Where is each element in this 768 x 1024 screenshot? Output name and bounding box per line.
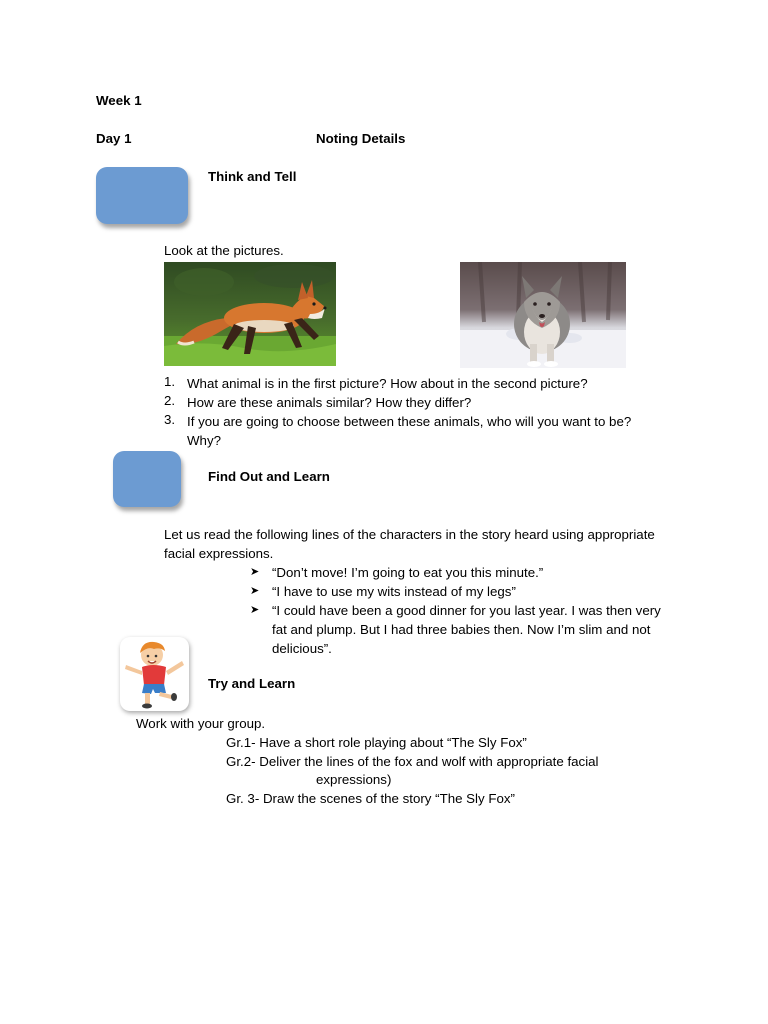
lesson-topic: Noting Details (316, 131, 406, 146)
fox-image (164, 262, 336, 366)
find-out-and-learn-box (113, 451, 181, 507)
list-item-continuation: Why? (187, 433, 221, 448)
question-number: 1. (164, 374, 176, 389)
find-out-and-learn-title: Find Out and Learn (208, 469, 330, 484)
think-and-tell-box (96, 167, 188, 224)
list-item: “I could have been a good dinner for you last year. I was then very (272, 603, 661, 618)
list-item: If you are going to choose between these animals, who will you want to be? (187, 414, 632, 429)
group-task: Gr. 3- Draw the scenes of the story “The Sly Fox” (226, 791, 515, 806)
group-instruction: Work with your group. (136, 716, 266, 731)
find-out-intro: Let us read the following lines of the characters in the story heard using appropriate (164, 527, 655, 542)
list-item: What animal is in the first picture? How about in the second picture? (187, 376, 588, 391)
arrow-bullet-icon: ➤ (250, 566, 260, 578)
list-item: “Don’t move! I’m going to eat you this minute.” (272, 565, 544, 580)
list-item-continuation: delicious”. (272, 641, 332, 656)
list-item: “I have to use my wits instead of my legs” (272, 584, 516, 599)
arrow-bullet-icon: ➤ (250, 585, 260, 597)
list-item-continuation: fat and plump. But I had three babies then. Now I’m slim and not (272, 622, 651, 637)
look-instruction: Look at the pictures. (164, 243, 284, 258)
question-number: 3. (164, 412, 176, 427)
group-task: Gr.1- Have a short role playing about “The Sly Fox” (226, 735, 527, 750)
kid-illustration (120, 637, 189, 711)
list-item: How are these animals similar? How they differ? (187, 395, 472, 410)
group-task: Gr.2- Deliver the lines of the fox and wolf with appropriate facial (226, 754, 599, 769)
group-task-continuation: expressions) (316, 772, 392, 787)
arrow-bullet-icon: ➤ (250, 604, 260, 616)
try-and-learn-title: Try and Learn (208, 676, 296, 691)
question-number: 2. (164, 393, 176, 408)
wolf-image (460, 262, 626, 368)
think-and-tell-title: Think and Tell (208, 169, 297, 184)
find-out-intro-continuation: facial expressions. (164, 546, 274, 561)
day-label: Day 1 (96, 131, 132, 146)
week-label: Week 1 (96, 93, 142, 108)
